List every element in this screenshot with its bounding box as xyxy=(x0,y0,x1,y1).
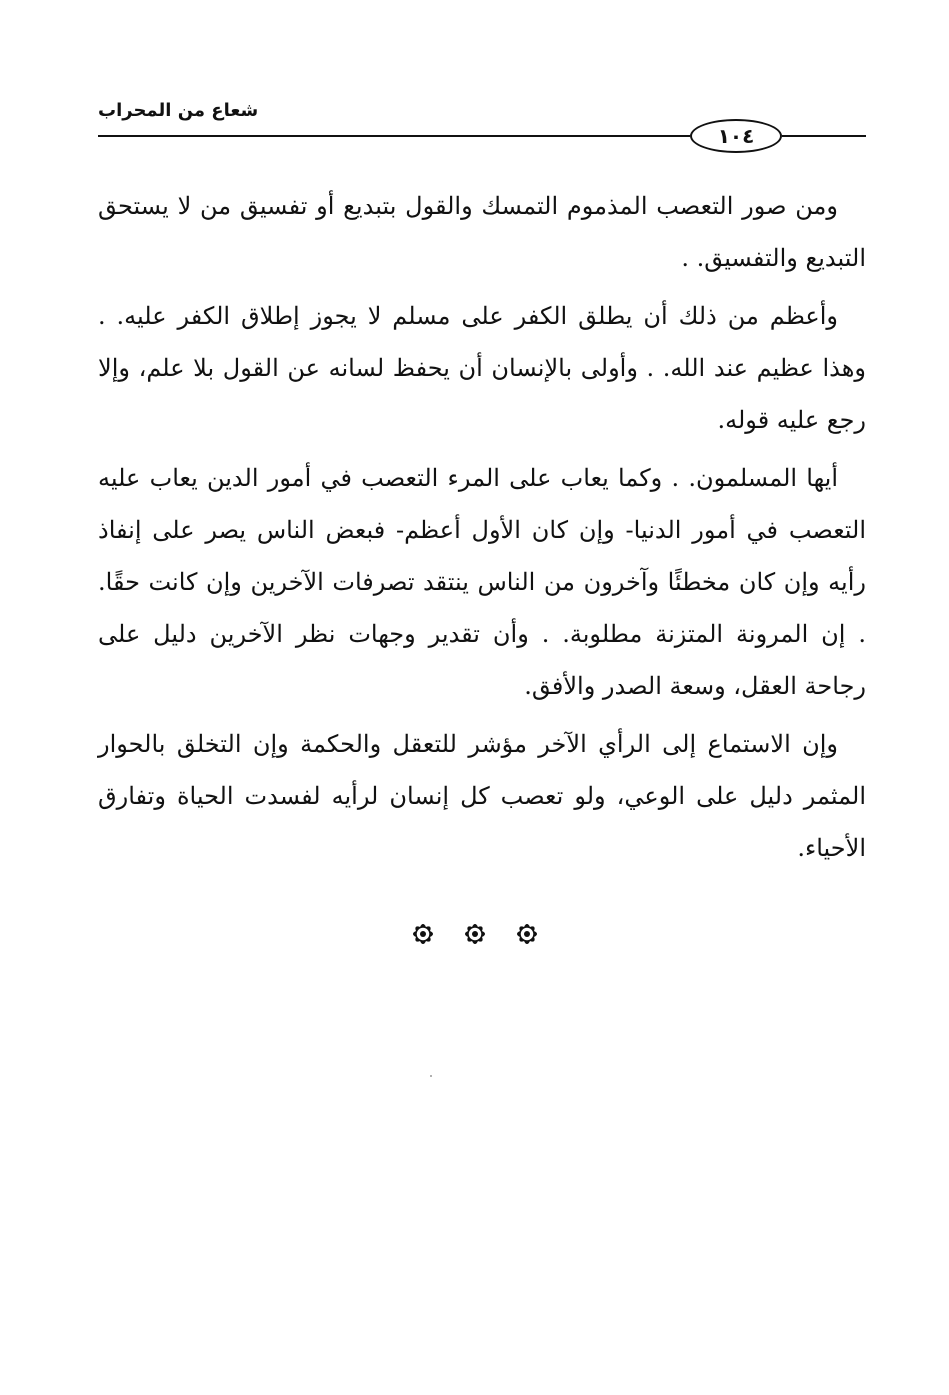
header-rule-right xyxy=(782,135,866,137)
paragraph-4: وإن الاستماع إلى الرأي الآخر مؤشر للتعقل والحكمة وإن التخلق بالحوار المثمر دليل على الوعي، ولو تعصب كل إنسان لرأيه لفسدت الحياة وتفارق الأحياء. xyxy=(98,730,866,862)
section-separator xyxy=(0,914,949,954)
header-rule-left xyxy=(98,135,690,137)
body-text xyxy=(98,180,866,880)
paragraph-1: ومن صور التعصب المذموم التمسك والقول بتبديع أو تفسيق من لا يستحق التبديع والتفسيق. . xyxy=(98,192,866,272)
flower-ornament-icon xyxy=(507,914,547,954)
flower-ornament-icon xyxy=(403,914,443,954)
running-head-title: شعاع من المحراب xyxy=(98,100,259,121)
stray-dot xyxy=(430,1075,432,1077)
paragraph-3: أيها المسلمون. . وكما يعاب على المرء التعصب في أمور الدين يعاب عليه التعصب في أمور الدنيا- وإن كان الأول أعظم- فبعض الناس يصر على إنفاذ رأيه وإن كان مخطئًا وآخرون من الناس ينتقد تصرفات الآخرين وإن كانت حقًا. . إن المرونة المتزنة مطلوبة. . وأن تقدير وجهات نظر الآخرين دليل على رجاحة العقل، وسعة الصدر والأفق. xyxy=(98,464,866,700)
flower-ornament-icon xyxy=(455,914,495,954)
paragraph-2: وأعظم من ذلك أن يطلق الكفر على مسلم لا يجوز إطلاق الكفر عليه. . وهذا عظيم عند الله. . وأولى بالإنسان أن يحفظ لسانه عن القول بلا علم، وإلا رجع عليه قوله. xyxy=(98,302,866,434)
page-number: ١٠٤ xyxy=(690,119,782,153)
